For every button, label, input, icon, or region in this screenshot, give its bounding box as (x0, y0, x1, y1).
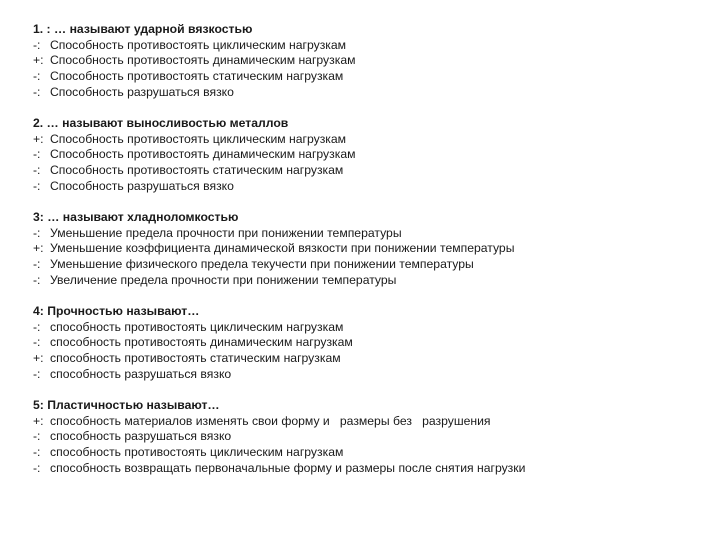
answer-mark: +: (33, 131, 44, 146)
answer-option (33, 241, 703, 257)
answer-text: Способность противостоять динамическим нагрузкам (50, 53, 356, 68)
answer-text: способность разрушаться вязко (50, 429, 232, 444)
answer-mark: +: (33, 351, 44, 366)
answer-mark: -: (33, 147, 41, 162)
answer-mark: -: (33, 366, 41, 381)
answer-option (33, 69, 703, 85)
answer-option (33, 163, 703, 179)
answer-mark: -: (33, 319, 41, 334)
answer-text: Уменьшение коэффициента динамической вязкости при понижении температуры (50, 241, 515, 256)
answer-mark: +: (33, 241, 44, 256)
answer-mark: -: (33, 429, 41, 444)
answer-text: способность разрушаться вязко (50, 366, 232, 381)
question-block (33, 304, 703, 383)
question-title: 3: … называют хладноломкостью (33, 210, 239, 225)
answer-mark: +: (33, 53, 44, 68)
question-block (33, 210, 703, 289)
question-title: 5: Пластичностью называют… (33, 398, 220, 413)
answer-mark: -: (33, 335, 41, 350)
answer-option (33, 132, 703, 148)
answer-option (33, 85, 703, 101)
answer-option (33, 38, 703, 54)
answer-mark: -: (33, 84, 41, 99)
question-block (33, 22, 703, 101)
question-title: 1. : … называют ударной вязкостью (33, 22, 253, 36)
answer-option (33, 53, 703, 69)
answer-option (33, 461, 703, 477)
answer-text: Уменьшение физического предела текучести при понижении температуры (50, 257, 474, 272)
answer-option (33, 429, 703, 445)
answer-text: способность противостоять динамическим нагрузкам (50, 335, 353, 350)
answer-text: Способность противостоять циклическим нагрузкам (50, 37, 347, 52)
answer-mark: -: (33, 163, 41, 178)
question-block (33, 398, 703, 477)
answer-option (33, 226, 703, 242)
question-list (33, 22, 703, 492)
answer-mark: -: (33, 257, 41, 272)
answer-mark: -: (33, 37, 41, 52)
answer-option (33, 351, 703, 367)
answer-option (33, 445, 703, 461)
answer-text: Способность противостоять статическим нагрузкам (50, 69, 344, 84)
answer-text: Увеличение предела прочности при понижении температуры (50, 272, 397, 287)
answer-option (33, 367, 703, 383)
answer-text: способность противостоять статическим нагрузкам (50, 351, 341, 366)
answer-text: способность противостоять циклическим нагрузкам (50, 445, 344, 460)
answer-text: Уменьшение предела прочности при понижении температуры (50, 225, 402, 240)
answer-mark: -: (33, 272, 41, 287)
answer-option (33, 414, 703, 430)
question-block (33, 116, 703, 195)
question-title: 4: Прочностью называют… (33, 304, 200, 319)
answer-mark: -: (33, 225, 41, 240)
answer-text: Способность разрушаться вязко (50, 178, 234, 193)
answer-text: Способность противостоять динамическим нагрузкам (50, 147, 356, 162)
answer-mark: -: (33, 178, 41, 193)
answer-text: способность возвращать первоначальные форму и размеры после снятия нагрузки (50, 460, 526, 475)
answer-text: Способность противостоять статическим нагрузкам (50, 163, 344, 178)
answer-mark: -: (33, 460, 41, 475)
answer-mark: -: (33, 69, 41, 84)
answer-option (33, 179, 703, 195)
answer-option (33, 273, 703, 289)
answer-mark: -: (33, 445, 41, 460)
answer-text: Способность разрушаться вязко (50, 84, 234, 99)
answer-text: Способность противостоять циклическим нагрузкам (50, 131, 347, 146)
answer-text: способность противостоять циклическим нагрузкам (50, 319, 344, 334)
answer-option (33, 335, 703, 351)
answer-option (33, 147, 703, 163)
question-title: 2. … называют выносливостью металлов (33, 116, 289, 131)
answer-option (33, 257, 703, 273)
answer-text: способность материалов изменять свои форму и размеры без разрушения (50, 413, 491, 428)
answer-option (33, 320, 703, 336)
answer-mark: +: (33, 413, 44, 428)
